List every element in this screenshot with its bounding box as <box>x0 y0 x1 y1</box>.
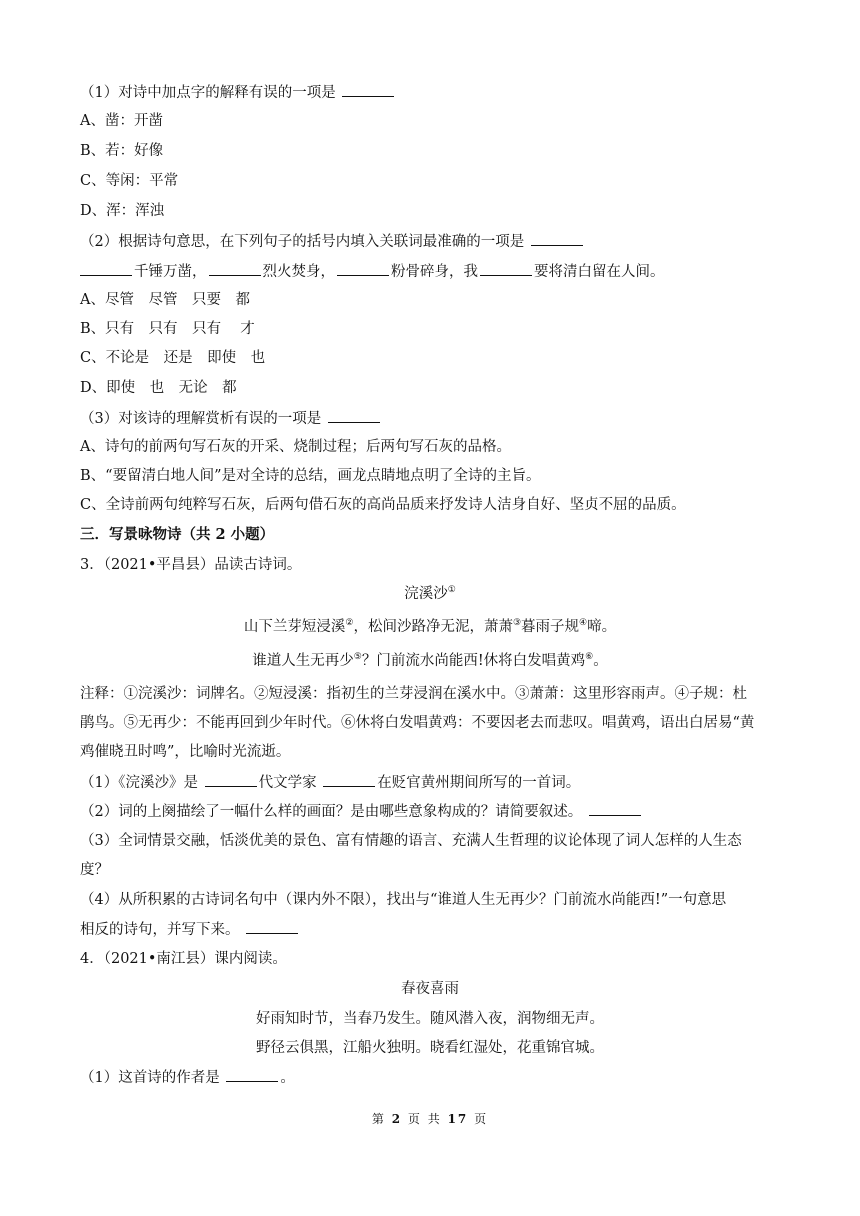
option: C、不论是 还是 即使 也 <box>80 350 266 366</box>
q2-sub2-stem: （2）根据诗句意思，在下列句子的括号内填入关联词最准确的一项是 <box>80 231 780 252</box>
fill-blank[interactable] <box>337 261 389 276</box>
q4-sub1: （1）这首诗的作者是 。 <box>80 1067 780 1088</box>
option: C、等闲：平常 <box>80 173 179 189</box>
option: D、即使 也 无论 都 <box>80 380 237 396</box>
answer-blank[interactable] <box>531 231 583 246</box>
option: A、诗句的前两句写石灰的开采、烧制过程；后两句写石灰的品格。 <box>80 439 511 455</box>
q3-notes: 鹃鸟。⑤无再少：不能再回到少年时代。⑥休将白发唱黄鸡：不要因老去而悲叹。唱黄鸡，语出白居易“黄 <box>80 715 755 731</box>
q3-header: 3．（2021•平昌县）品读古诗词。 <box>80 557 302 573</box>
q3-notes: 鸡催晓丑时鸣”，比喻时光流逝。 <box>80 744 291 760</box>
q4-poem-title: 春夜喜雨 <box>401 981 459 997</box>
fill-blank[interactable] <box>80 261 132 276</box>
answer-blank[interactable] <box>246 919 298 934</box>
q4-poem-line-1: 好雨知时节，当春乃发生。随风潜入夜，润物细无声。 <box>256 1011 604 1027</box>
q3-poem-title: 浣溪沙① <box>404 585 456 602</box>
option: A、尽管 尽管 只要 都 <box>80 292 250 308</box>
q3-poem-line-2: 谁道人生无再少⑤？门前流水尚能西!休将白发唱黄鸡⑥。 <box>252 652 608 669</box>
option: D、浑：浑浊 <box>80 203 165 219</box>
page-number: 2 <box>391 1112 403 1126</box>
answer-blank[interactable] <box>323 772 375 787</box>
section-title: 三．写景咏物诗（共 2 小题） <box>80 526 275 543</box>
q3-poem-line-1: 山下兰芽短浸溪②，松间沙路净无泥，萧萧③暮雨子规④啼。 <box>243 618 617 635</box>
q3-sub4: 相反的诗句，并写下来。 <box>80 919 780 940</box>
option: C、全诗前两句纯粹写石灰，后两句借石灰的高尚品质来抒发诗人洁身自好、坚贞不屈的品质。 <box>80 497 686 513</box>
q3-sub1: （1）《浣溪沙》是 代文学家 在贬官黄州期间所写的一首词。 <box>80 772 780 793</box>
q2-sub3-stem: （3）对该诗的理解赏析有误的一项是 <box>80 408 780 429</box>
q4-header: 4．（2021•南江县）课内阅读。 <box>80 951 287 967</box>
q2-sub1-stem: （1）对诗中加点字的解释有误的一项是 <box>80 82 780 103</box>
q3-sub3: 度？ <box>80 862 109 878</box>
answer-blank[interactable] <box>342 82 394 97</box>
q3-sub3: （3）全词情景交融，恬淡优美的景色、富有情趣的语言、充满人生哲理的议论体现了词人怎样的人生态 <box>80 833 742 849</box>
q4-poem-line-2: 野径云俱黑，江船火独明。晓看红湿处，花重锦官城。 <box>256 1040 604 1056</box>
q3-notes: 注释：①浣溪沙：词牌名。②短浸溪：指初生的兰芽浸润在溪水中。③萧萧：这里形容雨声。④子规：杜 <box>80 686 747 702</box>
q3-sub2: （2）词的上阕描绘了一幅什么样的画面？是由哪些意象构成的？请简要叙述。 <box>80 801 780 822</box>
page-footer: 第 2 页 共 17 页 <box>371 1112 489 1126</box>
answer-blank[interactable] <box>226 1067 278 1082</box>
answer-blank[interactable] <box>205 772 257 787</box>
q3-sub4: （4）从所积累的古诗词名句中（课内外不限），找出与“谁道人生无再少？门前流水尚能西!”一句意思 <box>80 892 727 908</box>
option: B、只有 只有 只有 才 <box>80 321 255 337</box>
option: B、“要留清白地人间”是对全诗的总结，画龙点睛地点明了全诗的主旨。 <box>80 468 541 484</box>
answer-blank[interactable] <box>589 801 641 816</box>
fill-blank[interactable] <box>209 261 261 276</box>
option: A、凿：开凿 <box>80 113 163 129</box>
page-total: 17 <box>447 1112 469 1126</box>
option: B、若：好像 <box>80 143 164 159</box>
q2-sub2-sentence: 千锤万凿， 烈火焚身， 粉骨碎身，我 要将清白留在人间。 <box>80 261 780 282</box>
answer-blank[interactable] <box>328 408 380 423</box>
fill-blank[interactable] <box>480 261 532 276</box>
